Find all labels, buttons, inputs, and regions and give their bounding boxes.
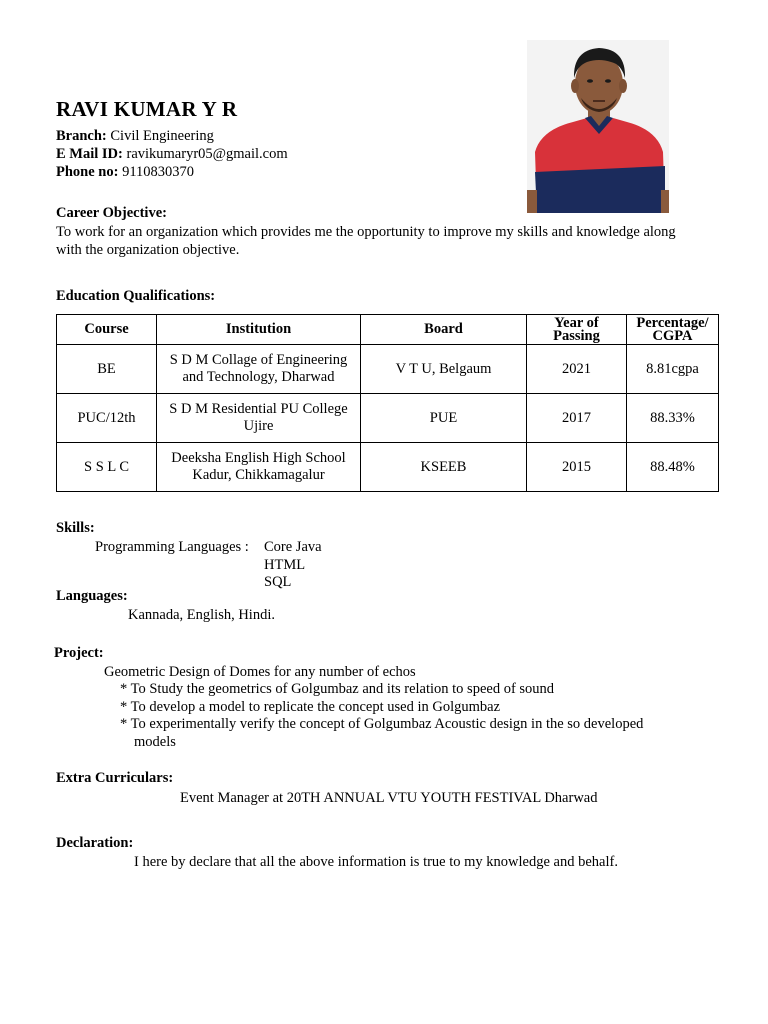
skills-list	[264, 538, 322, 591]
header-year-line-1: Year of	[554, 314, 599, 331]
table-row	[57, 443, 719, 492]
header-course: Course	[57, 315, 157, 345]
skills-label: Programming Languages :	[95, 539, 249, 555]
branch-line	[56, 127, 214, 145]
project-point: * To Study the geometrics of Golgumbaz and its relation to speed of sound	[120, 681, 555, 697]
header-percentage-line-2: CGPA	[652, 327, 693, 344]
languages-heading: Languages:	[56, 588, 128, 604]
project-point-continuation: models	[134, 733, 176, 750]
cell-institution	[157, 394, 361, 443]
profile-photo-icon	[527, 40, 669, 213]
project-point: * To develop a model to replicate the concept used in Golgumbaz	[120, 698, 501, 715]
cell-institution-line-1: Deeksha English High School	[171, 450, 346, 466]
cell-institution-line-1: S D M Residential PU College	[169, 401, 348, 417]
career-objective-line-1: To work for an organization which provides me the opportunity to improve my skills and knowledge along	[56, 224, 676, 240]
cell-board: KSEEB	[361, 443, 527, 492]
cell-board: V T U, Belgaum	[361, 345, 527, 394]
extra-curriculars-value: Event Manager at 20TH ANNUAL VTU YOUTH FESTIVAL Dharwad	[180, 790, 598, 806]
cell-course: BE	[57, 345, 157, 394]
header-institution: Institution	[157, 315, 361, 345]
branch-value: Civil Engineering	[110, 128, 214, 144]
table-row	[57, 345, 719, 394]
cell-institution-line-2: and Technology, Dharwad	[182, 369, 335, 385]
table-row	[57, 394, 719, 443]
cell-year: 2021	[527, 345, 627, 394]
profile-photo	[527, 40, 669, 213]
cell-year: 2015	[527, 443, 627, 492]
career-objective-heading: Career Objective:	[56, 205, 167, 221]
cell-institution	[157, 443, 361, 492]
education-table	[56, 314, 719, 492]
declaration-value: I here by declare that all the above information is true to my knowledge and behalf.	[134, 854, 618, 870]
cell-course: S S L C	[57, 443, 157, 492]
phone-line	[56, 163, 194, 181]
languages-value: Kannada, English, Hindi.	[128, 607, 275, 623]
project-points	[120, 680, 643, 750]
cell-course: PUC/12th	[57, 394, 157, 443]
candidate-name: RAVI KUMAR Y R	[56, 97, 238, 121]
email-line	[56, 145, 288, 163]
career-objective-line-2: with the organization objective.	[56, 242, 240, 258]
declaration-heading: Declaration:	[56, 835, 134, 851]
email-value[interactable]: ravikumaryr05@gmail.com	[126, 146, 288, 162]
skill-item: SQL	[264, 574, 292, 590]
cell-institution-line-1: S D M Collage of Engineering	[169, 352, 348, 368]
cell-year: 2017	[527, 394, 627, 443]
education-heading: Education Qualifications:	[56, 288, 216, 304]
cell-institution	[157, 345, 361, 394]
cell-score: 8.81cgpa	[627, 345, 719, 394]
phone-label: Phone no:	[56, 164, 119, 180]
cell-board: PUE	[361, 394, 527, 443]
extra-curriculars-heading: Extra Curriculars:	[56, 770, 174, 786]
project-heading: Project:	[54, 645, 104, 661]
cell-institution-line-2: Ujire	[243, 418, 274, 434]
project-title: Geometric Design of Domes for any number of echos	[104, 664, 416, 680]
cell-institution-line-2: Kadur, Chikkamagalur	[192, 467, 325, 483]
branch-label: Branch:	[56, 128, 107, 144]
cell-score: 88.48%	[627, 443, 719, 492]
phone-value: 9110830370	[122, 164, 195, 180]
skills-heading: Skills:	[56, 520, 95, 536]
email-label: E Mail ID:	[56, 146, 123, 162]
project-point: * To experimentally verify the concept of Golgumbaz Acoustic design in the so developed	[120, 716, 644, 732]
header-board: Board	[361, 315, 527, 345]
header-year-line-2: Passing	[553, 327, 600, 344]
cell-score: 88.33%	[627, 394, 719, 443]
skill-item: HTML	[264, 556, 306, 573]
header-percentage	[627, 315, 719, 345]
header-year	[527, 315, 627, 345]
table-header-row	[57, 315, 719, 345]
header-percentage-line-1: Percentage/	[636, 314, 709, 331]
skill-item: Core Java	[264, 539, 322, 555]
